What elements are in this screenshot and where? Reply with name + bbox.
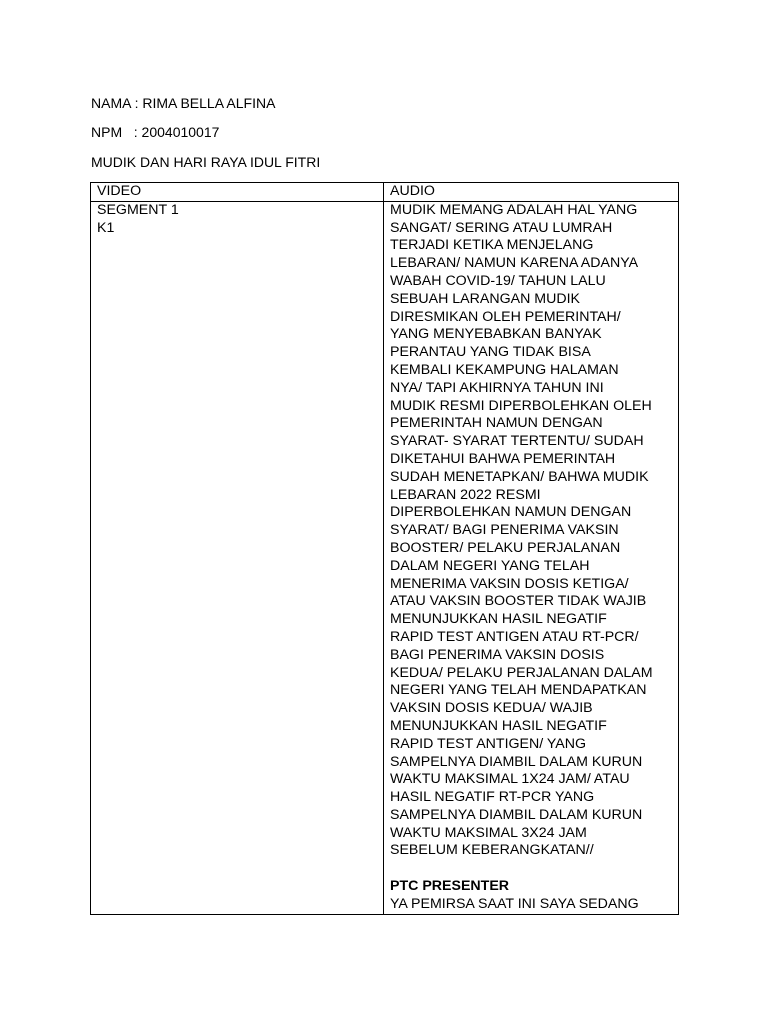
student-npm: NPM : 2004010017 (91, 124, 220, 140)
ptc-heading: PTC PRESENTER (390, 878, 510, 895)
audio-line: MUDIK RESMI DIPERBOLEHKAN OLEH (390, 397, 652, 414)
audio-line: DIKETAHUI BAHWA PEMERINTAH (390, 450, 616, 467)
audio-line: MENUNJUKKAN HASIL NEGATIF (390, 611, 607, 628)
video-line: SEGMENT 1 (97, 201, 179, 218)
audio-narration (390, 202, 672, 860)
audio-line: SUDAH MENETAPKAN/ BAHWA MUDIK (390, 468, 649, 485)
document-title: MUDIK DAN HARI RAYA IDUL FITRI (91, 154, 321, 170)
audio-line: SANGAT/ SERING ATAU LUMRAH (390, 219, 613, 236)
audio-line: SAMPELNYA DIAMBIL DALAM KURUN (390, 753, 643, 770)
table-row (91, 201, 679, 914)
audio-line: NYA/ TAPI AKHIRNYA TAHUN INI (390, 379, 604, 396)
audio-line: LEBARAN 2022 RESMI (390, 486, 541, 503)
audio-line: MENERIMA VAKSIN DOSIS KETIGA/ (390, 575, 629, 592)
audio-line: WABAH COVID-19/ TAHUN LALU (390, 272, 606, 289)
audio-spacer (390, 860, 672, 878)
audio-line: RAPID TEST ANTIGEN ATAU RT-PCR/ (390, 628, 639, 645)
video-cell (91, 201, 384, 914)
audio-line: TERJADI KETIKA MENJELANG (390, 237, 594, 254)
audio-line: KEMBALI KEKAMPUNG HALAMAN (390, 361, 619, 378)
video-line: K1 (97, 219, 115, 236)
audio-line: DALAM NEGERI YANG TELAH (390, 557, 590, 574)
audio-line: KEDUA/ PELAKU PERJALANAN DALAM (390, 664, 653, 681)
audio-line: HASIL NEGATIF RT-PCR YANG (390, 789, 595, 806)
ptc-line: YA PEMIRSA SAAT INI SAYA SEDANG (390, 895, 639, 912)
script-table (90, 182, 679, 915)
header-video: VIDEO (91, 183, 384, 202)
student-name: NAMA : RIMA BELLA ALFINA (91, 95, 276, 111)
audio-line: RAPID TEST ANTIGEN/ YANG (390, 735, 587, 752)
audio-line: SEBUAH LARANGAN MUDIK (390, 290, 580, 307)
audio-line: WAKTU MAKSIMAL 3X24 JAM (390, 824, 587, 841)
audio-line: MENUNJUKKAN HASIL NEGATIF (390, 717, 607, 734)
audio-line: SYARAT/ BAGI PENERIMA VAKSIN (390, 522, 619, 539)
audio-line: WAKTU MAKSIMAL 1X24 JAM/ ATAU (390, 771, 630, 788)
audio-line: SAMPELNYA DIAMBIL DALAM KURUN (390, 806, 643, 823)
audio-line: NEGERI YANG TELAH MENDAPATKAN (390, 682, 647, 699)
audio-line: SYARAT- SYARAT TERTENTU/ SUDAH (390, 433, 644, 450)
table-header-row (91, 183, 679, 202)
audio-line: BOOSTER/ PELAKU PERJALANAN (390, 539, 621, 556)
audio-line: SEBELUM KEBERANGKATAN// (390, 842, 594, 859)
audio-line: MUDIK MEMANG ADALAH HAL YANG (390, 201, 638, 218)
audio-line: DIPERBOLEHKAN NAMUN DENGAN (390, 504, 632, 521)
audio-line: YANG MENYEBABKAN BANYAK (390, 326, 602, 343)
audio-line: LEBARAN/ NAMUN KARENA ADANYA (390, 255, 639, 272)
audio-line: DIRESMIKAN OLEH PEMERINTAH/ (390, 308, 621, 325)
audio-line: PEMERINTAH NAMUN DENGAN (390, 415, 603, 432)
audio-line: ATAU VAKSIN BOOSTER TIDAK WAJIB (390, 593, 647, 610)
audio-cell (384, 201, 679, 914)
audio-line: VAKSIN DOSIS KEDUA/ WAJIB (390, 700, 593, 717)
audio-line: PERANTAU YANG TIDAK BISA (390, 344, 591, 361)
header-audio: AUDIO (384, 183, 679, 202)
audio-line: BAGI PENERIMA VAKSIN DOSIS (390, 646, 605, 663)
